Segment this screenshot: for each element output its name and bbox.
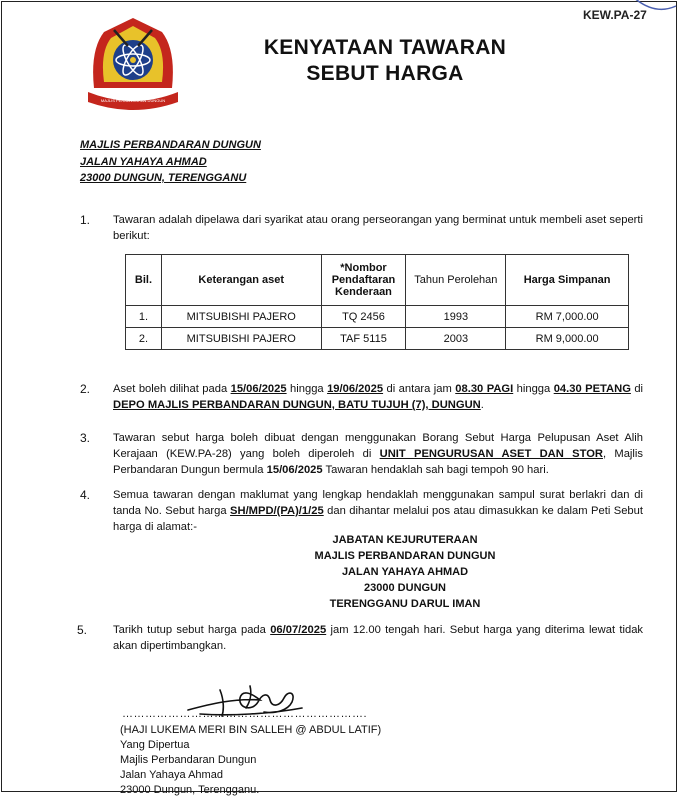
address-line-2: JALAN YAHAYA AHMAD (80, 156, 207, 168)
form-code: KEW.PA-27 (583, 8, 647, 22)
table-cell: 2003 (406, 328, 506, 350)
council-crest-logo (84, 10, 182, 110)
table-header-row (126, 255, 629, 306)
address-line-1: MAJLIS PERBANDARAN DUNGUN (80, 139, 261, 151)
item-number-4: 4. (80, 488, 91, 502)
column-header: Bil. (126, 255, 162, 306)
column-header: Tahun Perolehan (406, 255, 506, 306)
table-cell: RM 7,000.00 (506, 306, 629, 328)
column-header: Harga Simpanan (506, 255, 629, 306)
svg-text:MAJLIS PERBANDARAN DUNGUN: MAJLIS PERBANDARAN DUNGUN (100, 98, 166, 103)
table-cell: MITSUBISHI PAJERO (161, 306, 321, 328)
signature-block: (HAJI LUKEMA MERI BIN SALLEH @ ABDUL LATIF) Yang Dipertua Majlis Perbandaran Dungun Jalan Yahaya Ahmad 23000 Dungun, Terengganu. (120, 724, 382, 796)
table-cell: 2. (126, 328, 162, 350)
table-row (126, 306, 629, 328)
delivery-address: JABATAN KEJURUTERAAN MAJLIS PERBANDARAN DUNGUN JALAN YAHAYA AHMAD 23000 DUNGUN TERENGGANU DARUL IMAN (314, 534, 496, 610)
signatory-title: Yang Dipertua (120, 739, 190, 751)
column-header: Keterangan aset (161, 255, 321, 306)
item-number-5: 5. (77, 623, 88, 637)
table-cell: 1. (126, 306, 162, 328)
address-line-3: 23000 DUNGUN, TERENGGANU (80, 172, 247, 184)
table-cell: TAF 5115 (321, 328, 406, 350)
table-cell: RM 9,000.00 (506, 328, 629, 350)
paragraph-1: Tawaran adalah dipelawa dari syarikat atau orang perseorangan yang berminat untuk membeli aset seperti berikut: (113, 214, 643, 242)
table-cell: MITSUBISHI PAJERO (161, 328, 321, 350)
paragraph-3: Tawaran sebut harga boleh dibuat dengan menggunakan Borang Sebut Harga Pelupusan Aset Alih Kerajaan (KEW.PA-28) yang boleh diperoleh di UNIT PENGURUSAN ASET DAN STOR, Majlis Perbandaran Dungun bermula 15/06/2025 Tawaran hendaklah sah bagi tempoh 90 hari. (113, 432, 643, 476)
signatory-name: (HAJI LUKEMA MERI BIN SALLEH @ ABDUL LATIF) (120, 724, 382, 736)
table-cell: TQ 2456 (321, 306, 406, 328)
signature-line: ………………………………………………………. (122, 708, 368, 720)
paragraph-2: Aset boleh dilihat pada 15/06/2025 hingga 19/06/2025 di antara jam 08.30 PAGI hingga 04.30 PETANG di DEPO MAJLIS PERBANDARAN DUNGUN, BATU TUJUH (7), DUNGUN. (113, 383, 644, 411)
page-title: KENYATAAN TAWARAN (263, 36, 507, 59)
item-number-3: 3. (80, 431, 91, 445)
page-subtitle: SEBUT HARGA (306, 62, 464, 85)
table-cell: 1993 (406, 306, 506, 328)
item-number-2: 2. (80, 382, 91, 396)
asset-table (125, 254, 629, 350)
item-number-1: 1. (80, 213, 91, 227)
table-row (126, 328, 629, 350)
column-header: *Nombor Pendaftaran Kenderaan (321, 255, 406, 306)
paragraph-5: Tarikh tutup sebut harga pada 06/07/2025 jam 12.00 tengah hari. Sebut harga yang diterima lewat tidak akan dipertimbangkan. (113, 624, 644, 652)
paragraph-4: Semua tawaran dengan maklumat yang lengkap hendaklah menggunakan sampul surat berlakri dan di tanda No. Sebut harga SH/MPD/(PA)/1/25 dan dihantar melalui pos atau dimasukkan ke dalam Peti Sebut harga di alamat:- (113, 489, 643, 533)
